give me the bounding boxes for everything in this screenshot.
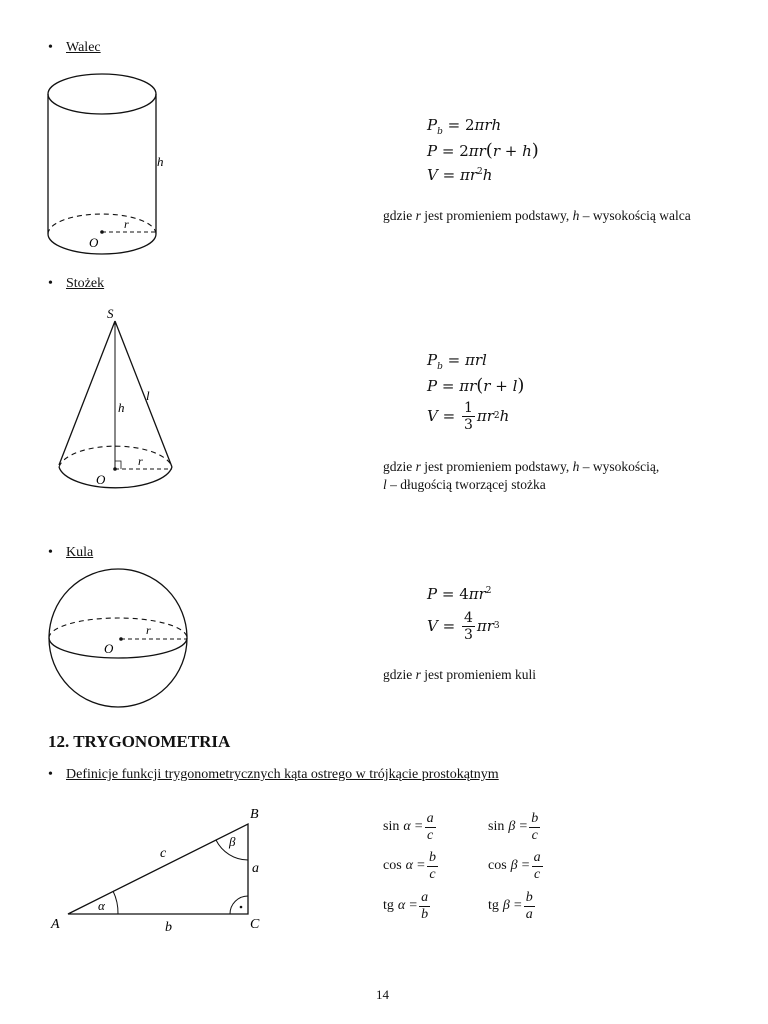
sphere-equator-back bbox=[49, 618, 187, 638]
denominator: b bbox=[421, 906, 429, 922]
cone-center-dot bbox=[113, 467, 117, 471]
note-var-r: r bbox=[415, 208, 421, 223]
bullet-trig-definitions bbox=[48, 767, 499, 783]
sphere-label: Kula bbox=[66, 545, 94, 560]
angle-var: β bbox=[510, 858, 518, 873]
fn-name: cos bbox=[383, 858, 402, 873]
sphere-label-r: r bbox=[146, 623, 151, 637]
angle-var: α bbox=[405, 858, 414, 873]
cone-left-side bbox=[59, 321, 115, 465]
fraction bbox=[532, 851, 543, 882]
trig-row bbox=[383, 846, 545, 886]
trig-formula-tg-beta: tg β = $\frac{b}{a}$ bbox=[488, 889, 533, 922]
cone-right-side bbox=[115, 321, 172, 467]
vertex-label-A: A bbox=[51, 917, 60, 932]
sphere-outline bbox=[49, 569, 187, 707]
note-text: gdzie bbox=[383, 459, 416, 474]
cylinder-label-h: h bbox=[157, 154, 164, 169]
vertex-label-B: B bbox=[250, 807, 259, 822]
sphere-formula-p: $P = 4\pi r^2$ bbox=[427, 585, 492, 603]
cone-label-S: S bbox=[107, 306, 114, 321]
cone-label-l: l bbox=[146, 388, 150, 403]
bullet-dot: • bbox=[48, 767, 53, 782]
cone-note bbox=[383, 458, 723, 494]
cylinder-center-dot bbox=[100, 230, 104, 234]
fraction bbox=[425, 812, 436, 843]
denominator: c bbox=[533, 866, 541, 882]
fn-name: tg bbox=[488, 898, 499, 913]
fraction-four-thirds: $\frac{4}{3}$ bbox=[463, 610, 473, 643]
numerator: b bbox=[428, 849, 436, 865]
bullet-cylinder bbox=[48, 40, 101, 56]
note-var-r: r bbox=[415, 459, 421, 474]
note-text: – długością tworzącej stożka bbox=[386, 477, 546, 492]
cone-label-O: O bbox=[96, 472, 106, 487]
trig-formulas bbox=[383, 808, 545, 926]
denominator: c bbox=[429, 866, 436, 882]
trig-formula-sin-alpha: sin α = $\frac{a}{c}$ bbox=[383, 810, 434, 843]
fraction bbox=[427, 851, 438, 882]
cylinder-formulas bbox=[427, 118, 539, 183]
trig-row bbox=[383, 808, 545, 846]
trig-formula-tg-alpha: tg α = $\frac{a}{b}$ bbox=[383, 889, 429, 922]
cone-figure bbox=[50, 305, 190, 500]
note-text: – wysokością walca bbox=[579, 208, 691, 223]
bullet-sphere bbox=[48, 545, 93, 561]
cylinder-label-r: r bbox=[124, 217, 129, 231]
numerator: a bbox=[421, 889, 429, 905]
trig-formula-sin-beta: sin β = $\frac{b}{c}$ bbox=[488, 810, 539, 843]
cylinder-formula-pb: $P_b = 2\pi rh$ bbox=[427, 116, 502, 137]
cylinder-bottom-front bbox=[48, 234, 156, 254]
angle-var: α bbox=[397, 898, 406, 913]
numerator: a bbox=[426, 810, 434, 826]
note-var-h: h bbox=[572, 459, 580, 474]
trig-formula-cos-beta: cos β = $\frac{a}{c}$ bbox=[488, 849, 541, 882]
note-var-h: h bbox=[572, 208, 580, 223]
note-var-l: l bbox=[383, 477, 387, 492]
sphere-center-dot bbox=[119, 637, 123, 641]
right-angle-arc bbox=[230, 896, 248, 914]
note-text: jest promieniem kuli bbox=[420, 667, 536, 682]
angle-label-alpha: α bbox=[98, 898, 105, 913]
angle-var: α bbox=[403, 819, 411, 834]
angle-var: β bbox=[508, 819, 516, 834]
denominator: c bbox=[531, 827, 538, 843]
sphere-equator-front bbox=[49, 638, 187, 658]
fn-name: sin bbox=[383, 819, 400, 834]
sphere-formulas bbox=[427, 587, 500, 642]
bullet-dot: • bbox=[48, 40, 53, 55]
numerator: b bbox=[531, 810, 539, 826]
vertex-label-C: C bbox=[250, 917, 260, 932]
trig-subtitle: Definicje funkcji trygonometrycznych kąta ostrego w trójkącie prostokątnym bbox=[66, 767, 499, 782]
angle-var: β bbox=[502, 898, 510, 913]
fraction-one-third: $\frac{1}{3}$ bbox=[463, 400, 473, 433]
note-var-r: r bbox=[415, 667, 421, 682]
note-text: gdzie bbox=[383, 208, 416, 223]
sphere-formula-v: V = $\frac{4}{3}$ π r 3 bbox=[427, 610, 500, 643]
angle-label-beta: β bbox=[229, 834, 236, 849]
note-text: – wysokością, bbox=[579, 459, 660, 474]
note-text: jest promieniem podstawy, bbox=[420, 208, 573, 223]
sphere-label-O: O bbox=[104, 641, 114, 656]
page-number: 14 bbox=[376, 987, 389, 1002]
trig-formula-cos-alpha: cos α = $\frac{b}{c}$ bbox=[383, 849, 436, 882]
numerator: b bbox=[525, 889, 533, 905]
side-label-b: b bbox=[165, 920, 172, 935]
fraction bbox=[419, 891, 430, 922]
cylinder-top-ellipse bbox=[48, 74, 156, 114]
bullet-cone bbox=[48, 276, 104, 292]
cylinder-formula-v: $V = \pi r^2h$ bbox=[427, 166, 493, 184]
right-angle-dot bbox=[240, 906, 243, 909]
angle-alpha-arc bbox=[113, 891, 118, 914]
note-text: jest promieniem podstawy, bbox=[420, 459, 573, 474]
triangle-outline bbox=[68, 824, 248, 914]
cylinder-label-O: O bbox=[89, 235, 99, 250]
cone-label: Stożek bbox=[66, 276, 105, 291]
fn-name: sin bbox=[488, 819, 505, 834]
right-triangle-figure bbox=[46, 800, 276, 940]
numerator: a bbox=[533, 849, 541, 865]
fraction bbox=[529, 812, 540, 843]
bullet-dot: • bbox=[48, 276, 53, 291]
cylinder-figure bbox=[40, 62, 170, 262]
cone-formula-p: P = πr(r + l) bbox=[427, 375, 525, 396]
cone-formulas bbox=[427, 353, 524, 432]
bullet-dot: • bbox=[48, 545, 53, 560]
cylinder-note bbox=[383, 207, 713, 225]
fn-name: cos bbox=[488, 858, 507, 873]
cone-formula-pb: $P_b = \pi rl$ bbox=[427, 351, 487, 372]
cone-label-h: h bbox=[118, 400, 125, 415]
sphere-note bbox=[383, 666, 713, 684]
cylinder-label: Walec bbox=[66, 40, 101, 55]
section-heading: 12. TRYGONOMETRIA bbox=[48, 732, 231, 751]
cylinder-formula-p: P = 2πr(r + h) bbox=[427, 140, 539, 161]
trig-row bbox=[383, 886, 545, 926]
side-label-a: a bbox=[252, 861, 259, 876]
cone-label-r: r bbox=[138, 454, 143, 468]
denominator: c bbox=[427, 827, 434, 843]
fraction bbox=[524, 891, 535, 922]
fn-name: tg bbox=[383, 898, 394, 913]
sphere-figure bbox=[42, 568, 194, 710]
note-text: gdzie bbox=[383, 667, 416, 682]
side-label-c: c bbox=[160, 846, 167, 861]
denominator: a bbox=[525, 906, 533, 922]
cone-formula-v: V = $\frac{1}{3}$ π r 2 h bbox=[427, 400, 510, 433]
